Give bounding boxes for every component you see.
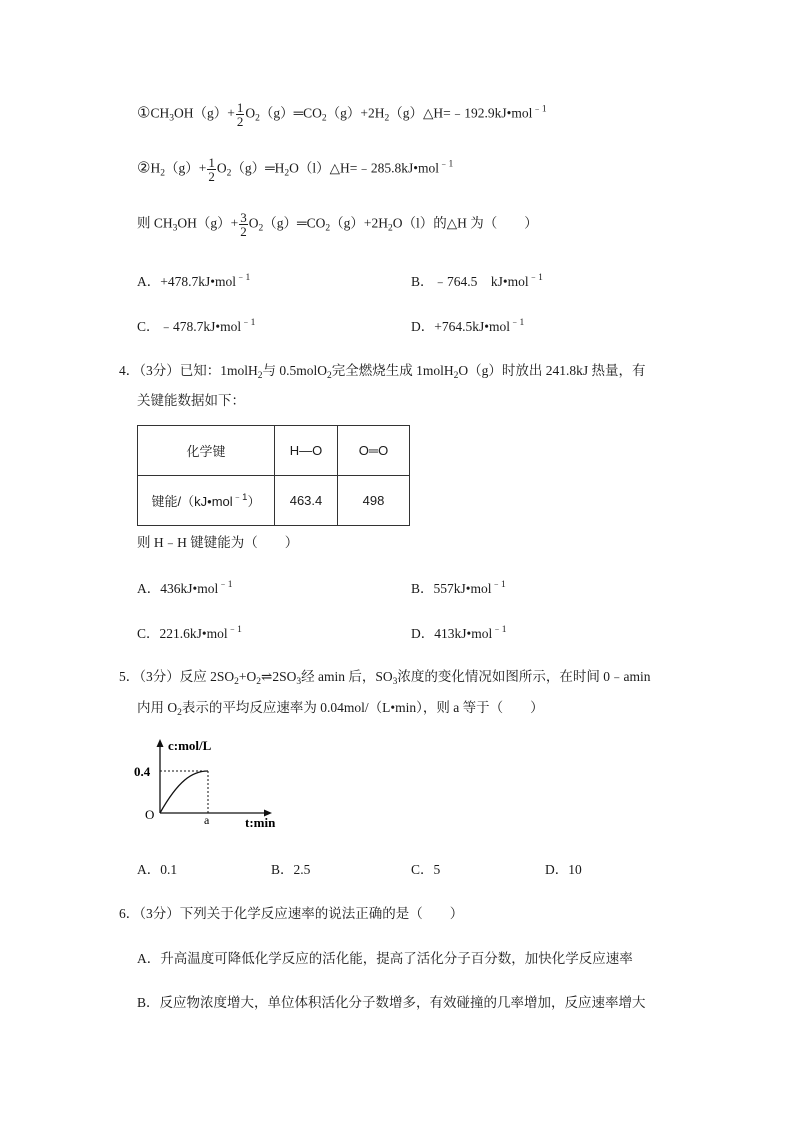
option-b[interactable]: B．557kJ•mol$^{﹣1}$ [411, 580, 506, 596]
bond-energy-table [137, 425, 410, 526]
table-row [138, 476, 410, 526]
fraction: $\frac{3}{2}$ [240, 210, 247, 239]
question-5-stem: 5．（3分）反应 $2SO_2+O_2\rightleftharpoons 2SO_3$经 amin 后，$SO_3$浓度的变化情况如图所示，在时间 0﹣amin [119, 669, 651, 687]
table-header-cell: O═O [338, 426, 410, 476]
option-a[interactable]: A．升高温度可降低化学反应的活化能，提高了活化分子百分数，加快化学反应速率 [137, 951, 633, 966]
option-a[interactable]: A．+478.7kJ•mol$^{﹣1}$ [137, 273, 251, 289]
origin-label: O [145, 807, 155, 822]
question-4-ask: 则 H﹣H 键键能为（ ） [137, 535, 299, 550]
x-tick-label: a [204, 813, 210, 827]
question-5-stem-line2: 内用 $O_2$表示的平均反应速率为 0.04mol/（L•min），则 a 等于（ ） [137, 700, 544, 718]
fraction: $\frac{1}{2}$ [236, 100, 244, 129]
table-header-cell: 化学键 [138, 426, 275, 476]
y-axis-arrow [157, 739, 164, 747]
option-c[interactable]: C．221.6kJ•mol$^{﹣1}$ [137, 625, 242, 641]
y-tick-label: 0.4 [134, 764, 151, 779]
option-c[interactable]: C．5 [411, 862, 441, 877]
y-axis-label: c:mol/L [168, 738, 212, 753]
concentration-time-chart [134, 733, 290, 833]
concentration-curve [160, 771, 208, 813]
question-6-stem: 6．（3分）下列关于化学反应速率的说法正确的是（ ） [119, 906, 464, 921]
option-c[interactable]: C．﹣478.7kJ•mol$^{﹣1}$ [137, 318, 256, 334]
equation-3: 则 $CH_3OH(g)+$ $\frac{3}{2}$ $O_2(g)═CO_2(g)+2H_2O(l)$的△H 为（ ） [137, 210, 538, 239]
fraction: $\frac{1}{2}$ [208, 155, 215, 184]
option-d[interactable]: D．10 [545, 862, 582, 877]
option-b[interactable]: B．﹣764.5 kJ•mol$^{﹣1}$ [411, 273, 543, 289]
option-b[interactable]: B．2.5 [271, 862, 311, 877]
equation-1: $①CH_3OH(g)+$ $\frac{1}{2}$ $O_2(g)═CO_2(g)+2H_2(g)\triangle H=﹣192.9kJ•mol^{﹣1}$ [137, 100, 547, 129]
table-cell: 498 [338, 476, 410, 526]
option-b[interactable]: B．反应物浓度增大，单位体积活化分子数增多，有效碰撞的几率增加，反应速率增大 [137, 995, 646, 1010]
question-4-stem-line2: 关键能数据如下： [137, 393, 245, 408]
table-header-cell: H—O [275, 426, 338, 476]
equation-2: $②H_2(g)+$ $\frac{1}{2}$ $O_2(g)═H_2O(l)\triangle H=﹣285.8kJ•mol^{﹣1}$ [137, 155, 454, 184]
option-d[interactable]: D．+764.5kJ•mol$^{﹣1}$ [411, 318, 525, 334]
table-cell: 463.4 [275, 476, 338, 526]
table-row [138, 426, 410, 476]
circled-marker: ① [137, 105, 151, 122]
option-a[interactable]: A．0.1 [137, 862, 178, 877]
option-a[interactable]: A．436kJ•mol$^{﹣1}$ [137, 580, 233, 596]
x-axis-label: t:min [245, 815, 276, 830]
circled-marker: ② [137, 160, 151, 177]
table-cell: 键能/（kJ•mol$^{﹣1}$） [138, 476, 275, 526]
question-4-stem: 4．（3分）已知：1molH$_2$与 0.5molO$_2$完全燃烧生成 1molH$_2$O（g）时放出 241.8kJ 热量，有 [119, 363, 646, 381]
option-d[interactable]: D．413kJ•mol$^{﹣1}$ [411, 625, 507, 641]
